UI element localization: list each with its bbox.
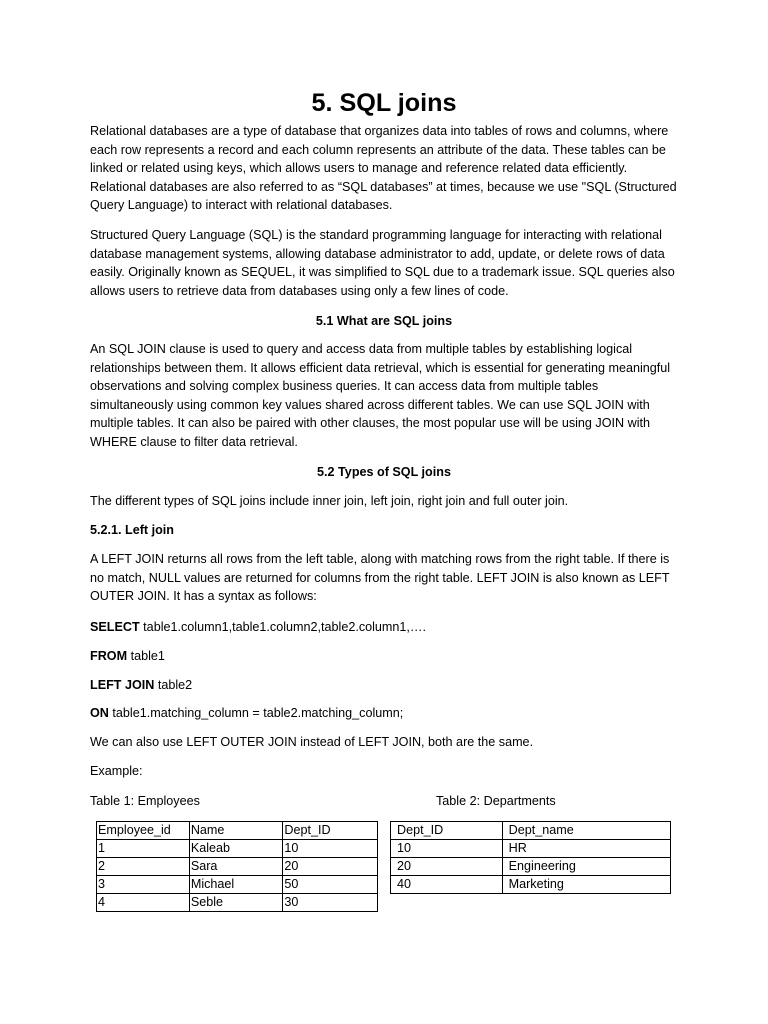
sql-keyword: FROM: [90, 649, 128, 663]
table-header-cell: Dept_name: [502, 822, 670, 840]
syntax-select-line: [90, 618, 426, 636]
paragraph-types-of-joins: The different types of SQL joins include inner join, left join, right join and full outer join.: [90, 494, 569, 508]
table-row: [391, 876, 671, 894]
document-title: 5. SQL joins: [311, 89, 457, 117]
example-label: Example:: [90, 764, 143, 778]
sql-clause-text: table1: [127, 649, 165, 663]
table-cell: 10: [283, 840, 378, 858]
sql-clause-text: table1.matching_column = table2.matching_column;: [108, 706, 404, 720]
syntax-left-join-line: [90, 676, 192, 694]
table-row: [97, 876, 378, 894]
table-header-cell: Dept_ID: [283, 822, 378, 840]
table-cell: Sara: [189, 858, 283, 876]
table-cell: 10: [391, 840, 503, 858]
table-cell: Engineering: [502, 858, 670, 876]
sql-keyword: LEFT JOIN: [90, 678, 155, 692]
table-row: [97, 840, 378, 858]
table-header-cell: Name: [189, 822, 283, 840]
table-header-row: [97, 822, 378, 840]
employees-table: [96, 821, 378, 912]
table1-caption: Table 1: Employees: [90, 794, 200, 808]
syntax-on-line: [90, 704, 403, 722]
table-cell: 2: [97, 858, 190, 876]
table-cell: 20: [283, 858, 378, 876]
sql-keyword: ON: [90, 706, 109, 720]
paragraph-relational-databases: Relational databases are a type of database that organizes data into tables of rows and columns, where each row represents a record and each column represents an attribute of the data. These tables can be linked or related using keys, which allows users to manage and reference related data efficiently. Relational databases are also referred to as “SQL databases” at times, because we use "SQL (Structured Query Language) to interact with relational databases.: [90, 124, 677, 213]
sql-clause-text: table1.column1,table1.column2,table2.column1,….: [139, 620, 427, 634]
paragraph-sql-definition: Structured Query Language (SQL) is the standard programming language for interacting with relational database management systems, allowing database administrator to add, update, or delete rows of data easily. Originally known as SEQUEL, it was simplified to SQL due to a trademark issue. SQL queries also allows users to retrieve data from databases using only a few lines of code.: [90, 228, 675, 298]
table-header-cell: Employee_id: [97, 822, 190, 840]
table-cell: 3: [97, 876, 190, 894]
table-row: [97, 894, 378, 912]
departments-table: [390, 821, 671, 894]
syntax-from-line: [90, 647, 165, 665]
section-heading-5-2: 5.2 Types of SQL joins: [317, 465, 451, 479]
table-row: [391, 858, 671, 876]
table-cell: 50: [283, 876, 378, 894]
table-cell: 1: [97, 840, 190, 858]
section-heading-5-2-1: 5.2.1. Left join: [90, 523, 174, 537]
table-cell: 20: [391, 858, 503, 876]
table-cell: Michael: [189, 876, 283, 894]
section-heading-5-1: 5.1 What are SQL joins: [315, 314, 453, 328]
table-cell: HR: [502, 840, 670, 858]
table-cell: Marketing: [502, 876, 670, 894]
table-cell: 4: [97, 894, 190, 912]
paragraph-what-are-joins: An SQL JOIN clause is used to query and access data from multiple tables by establishing logical relationships between them. It allows efficient data retrieval, which is essential for generating meaningful observations and solving complex business queries. It can access data from multiple tables simultaneously using common key values shared across different tables. We can use SQL JOIN with multiple tables. It can also be paired with other clauses, the most popular use will be using JOIN with WHERE clause to filter data retrieval.: [90, 342, 671, 449]
table-cell: 30: [283, 894, 378, 912]
paragraph-left-outer-join-note: We can also use LEFT OUTER JOIN instead of LEFT JOIN, both are the same.: [90, 735, 534, 749]
table-header-row: [391, 822, 671, 840]
sql-keyword: SELECT: [90, 620, 140, 634]
table2-caption: Table 2: Departments: [436, 794, 556, 808]
table-cell: 40: [391, 876, 503, 894]
table-row: [391, 840, 671, 858]
table-header-cell: Dept_ID: [391, 822, 503, 840]
table-cell: Kaleab: [189, 840, 283, 858]
paragraph-left-join: A LEFT JOIN returns all rows from the left table, along with matching rows from the right table. If there is no match, NULL values are returned for columns from the right table. LEFT JOIN is also known as LEFT OUTER JOIN. It has a syntax as follows:: [90, 552, 670, 604]
table-row: [97, 858, 378, 876]
table-cell: Seble: [189, 894, 283, 912]
sql-clause-text: table2: [154, 678, 193, 692]
